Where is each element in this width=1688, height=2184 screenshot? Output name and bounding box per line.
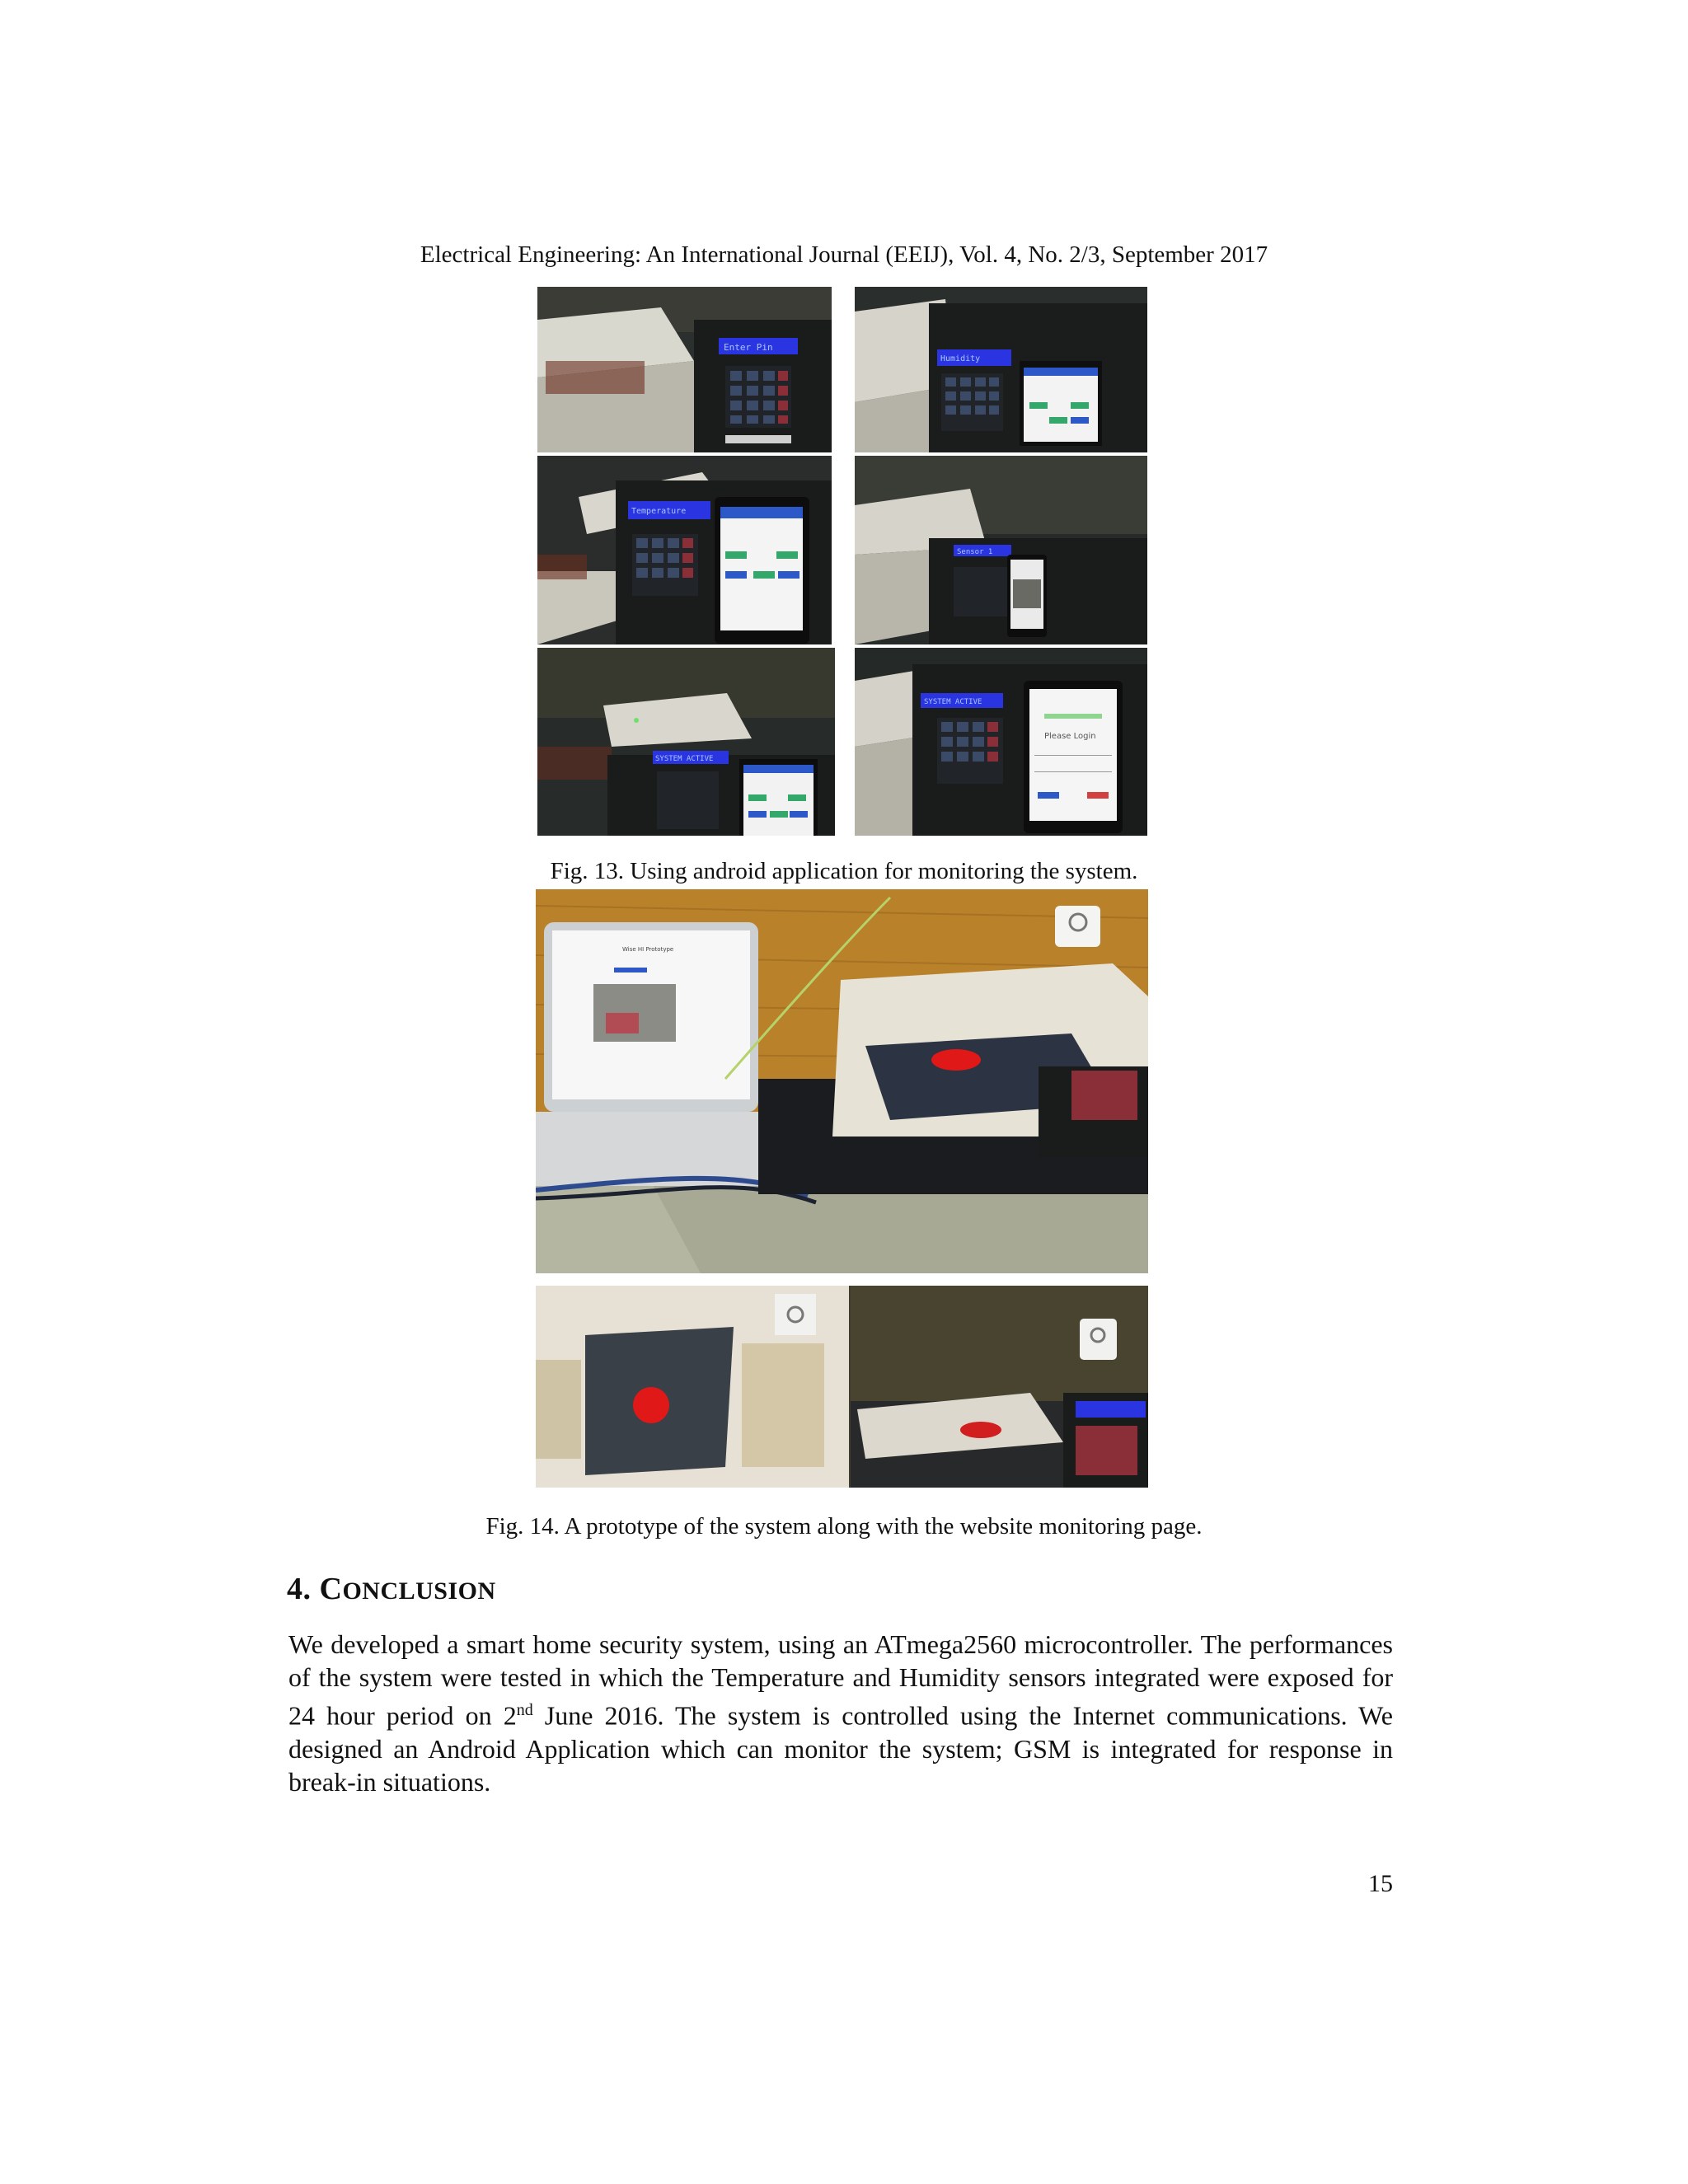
paragraph-part-1: We developed a smart home security system, using an ATmega2560 microcontroller. The performances of the system were tested in which the Temperature and Humidity sensors integrated were exposed for 24 hour period on 2 <box>288 1629 1393 1731</box>
fig13-panel-1 <box>537 287 832 452</box>
fig14-lower-photo <box>536 1286 1148 1488</box>
svg-text:Wise HI Prototype: Wise HI Prototype <box>622 946 674 953</box>
svg-text:SYSTEM ACTIVE: SYSTEM ACTIVE <box>655 755 714 763</box>
fig14-main-photo <box>536 889 1148 1273</box>
fig13-panel-3 <box>537 456 832 644</box>
svg-text:Temperature: Temperature <box>631 507 687 516</box>
section-title-first: C <box>319 1572 343 1606</box>
svg-text:Humidity: Humidity <box>940 354 981 363</box>
conclusion-paragraph <box>288 1628 1393 1798</box>
section-number: 4. <box>287 1572 312 1606</box>
fig13-panel-2 <box>855 287 1147 452</box>
section-heading <box>287 1571 496 1607</box>
svg-text:SYSTEM ACTIVE: SYSTEM ACTIVE <box>924 698 982 706</box>
section-title-rest: ONCLUSION <box>342 1577 496 1605</box>
running-head: Electrical Engineering: An International Journal (EEIJ), Vol. 4, No. 2/3, September 2017 <box>420 241 1268 268</box>
fig13-caption: Fig. 13. Using android application for monitoring the system. <box>550 858 1138 884</box>
fig13-panel-5 <box>537 648 835 836</box>
fig13-panel-4 <box>855 456 1147 644</box>
paragraph-superscript: nd <box>516 1701 533 1719</box>
paragraph-part-2: June 2016. The system is controlled using the Internet communications. We designed an Android Application which can monitor the system; GSM is integrated for response in break-in situations. <box>288 1700 1394 1797</box>
svg-text:Enter Pin: Enter Pin <box>724 342 773 353</box>
fig14-caption: Fig. 14. A prototype of the system along with the website monitoring page. <box>485 1513 1203 1540</box>
page-number: 15 <box>1368 1870 1393 1897</box>
svg-text:Please Login: Please Login <box>1044 732 1096 741</box>
fig13-panel-6 <box>855 648 1147 836</box>
svg-text:Sensor 1: Sensor 1 <box>957 548 993 556</box>
